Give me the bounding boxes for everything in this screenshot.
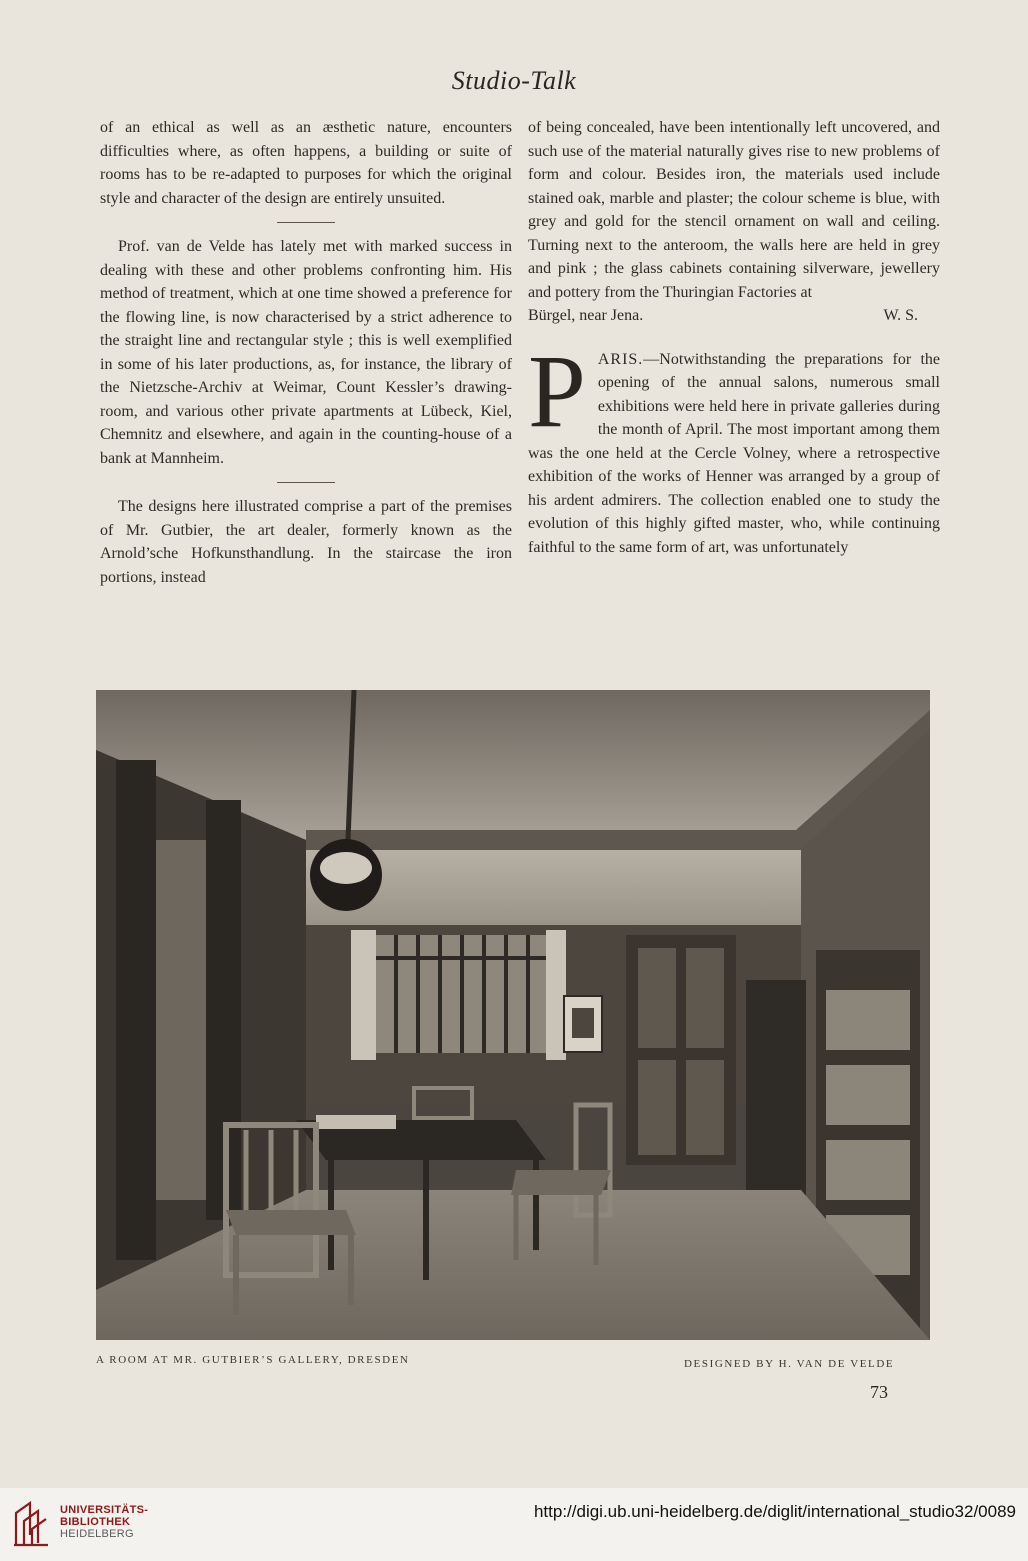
right-column: [528, 116, 940, 559]
library-logo-icon: [12, 1499, 52, 1547]
page-number: 73: [870, 1382, 888, 1402]
curtain-left: [351, 930, 376, 1060]
library-name: UNIVERSITÄTS- BIBLIOTHEK HEIDELBERG: [60, 1504, 149, 1540]
right-paragraph-2: [528, 333, 940, 560]
running-head: Studio-Talk: [451, 66, 577, 95]
paris-section: [528, 333, 940, 560]
source-url[interactable]: http://digi.ub.uni-heidelberg.de/diglit/international_studio32/0089: [533, 1502, 1016, 1521]
signature-line: [528, 304, 940, 328]
viewer-footer: [0, 1488, 1028, 1561]
book-on-table: [316, 1115, 396, 1129]
room-illustration: [96, 690, 930, 1340]
right-paragraph-1: of being concealed, have been intentionally left uncovered, and such use of the material naturally gives rise to new problems of form and colour. Besides iron, the materials used include stained oak, marble and plaster; the colour scheme is blue, with grey and gold for the stencil ornament on wall and ceiling. Turning next to the anteroom, the walls here are held in grey and pink ; the glass cabinets containing silverware, jewellery and pottery from the Thuringian Factories at: [528, 119, 940, 301]
section-lead-word: ARIS.: [597, 350, 644, 368]
section-divider: [277, 482, 335, 483]
left-drape: [116, 760, 156, 1260]
right-paragraph-2-text: —Notwithstanding the preparations for the opening of the annual salons, numerous small exhibitions were held here in private galleries during the month of April. The most important among them was the one held at the Cercle Volney, where a retrospective exhibition of the works of Henner was arranged by a group of his ardent admirers. The collection enabled one to study the evolution of this highly gifted master, who, while continuing faithful to the same form of art, was unfortunately: [528, 350, 940, 556]
drop-cap: P: [528, 333, 586, 449]
section-divider: [277, 222, 335, 223]
room-photograph: [96, 690, 930, 1340]
left-paragraph-1: of an ethical as well as an æsthetic nature, encounters difficulties where, as often happens, a building or suite of rooms has to be re-adapted to purposes for which the original style and character of the design are entirely unsuited.: [100, 119, 512, 207]
wall-frieze: [306, 850, 801, 925]
author-signature: W. S.: [883, 307, 918, 324]
left-column: [100, 116, 512, 589]
left-paragraph-2: Prof. van de Velde has lately met with marked success in dealing with these and other problems confronting him. His method of treatment, which at one time showed a preference for the flowing line, is now characterised by a strict adherence to the straight line and rectangular style ; this is well exemplified in some of his later productions, as, for instance, the library of the Nietzsche-Archiv at Weimar, Count Kessler’s drawing-room, and various other private apartments at Lübeck, Kiel, Chemnitz and elsewhere, and again in the counting-house of a bank at Mannheim.: [100, 238, 512, 467]
caption-right: DESIGNED BY H. VAN DE VELDE: [684, 1358, 895, 1370]
right-paragraph-1-last-line: Bürgel, near Jena.: [528, 307, 644, 324]
left-paragraph-3: The designs here illustrated comprise a part of the premises of Mr. Gutbier, the art dealer, formerly known as the Arnold’sche Hofkunsthandlung. In the staircase the iron portions, instead: [100, 498, 512, 586]
caption-left: A ROOM AT MR. GUTBIER’S GALLERY, DRESDEN: [96, 1354, 410, 1366]
